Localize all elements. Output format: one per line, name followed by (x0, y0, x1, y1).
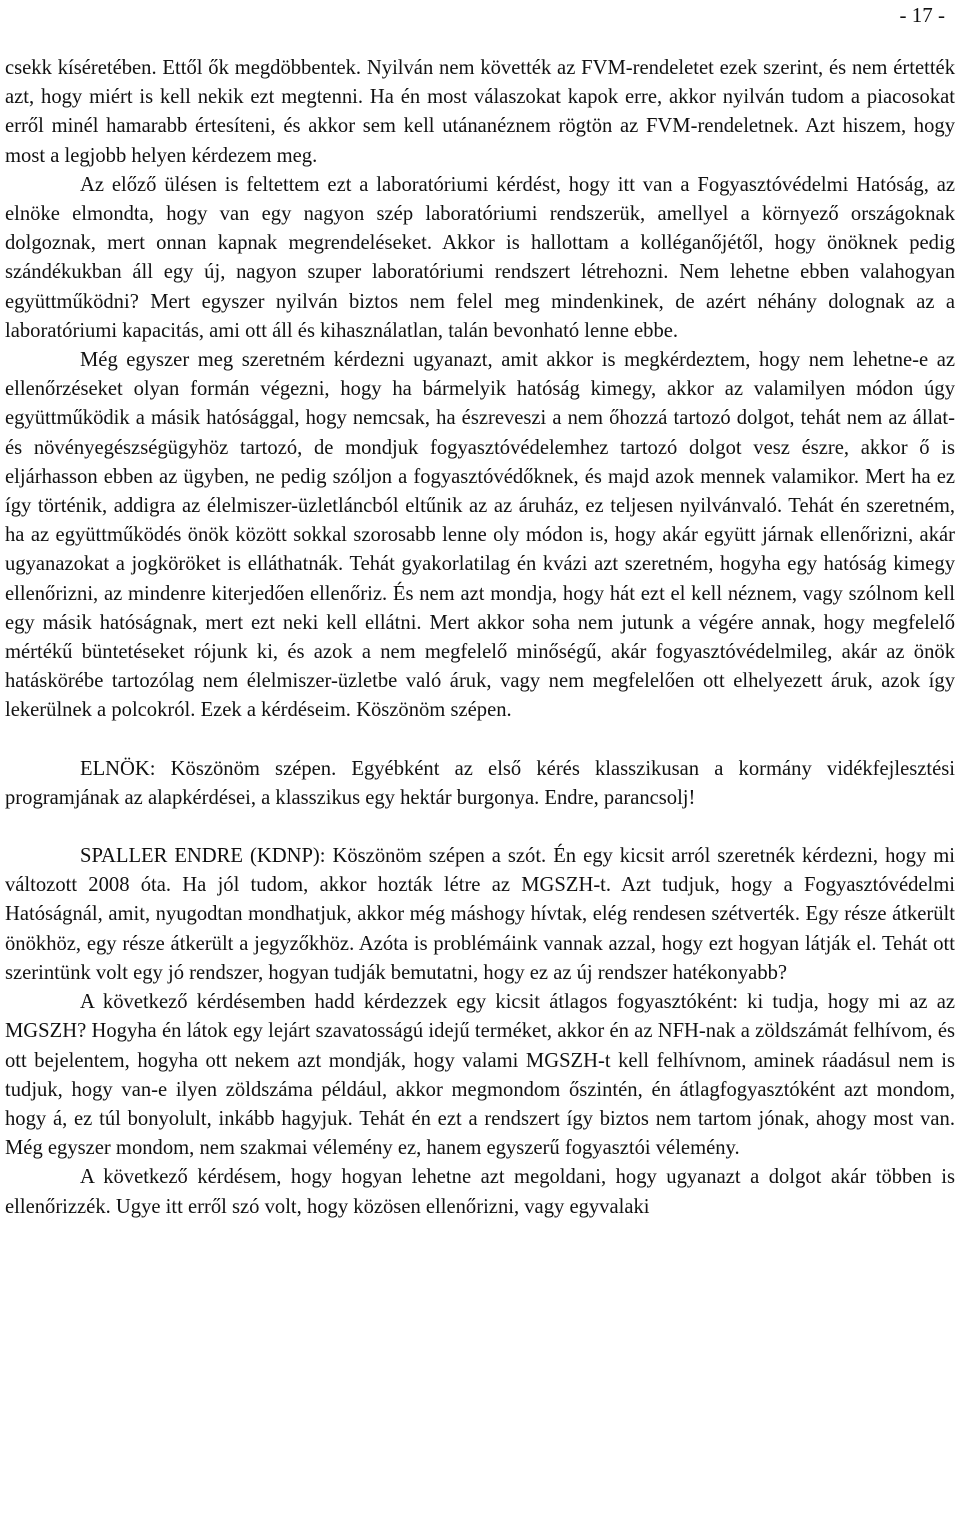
paragraph-laboratory-question: Az előző ülésen is feltettem ezt a laboratóriumi kérdést, hogy itt van a Fogyasztóvédelmi Hatóság, az elnöke elmondta, hogy van egy nagyon szép laboratóriumi rendszerük, amellyel a környező országoknak dolgoznak, mert onnan kapnak megrendeléseket. Akkor is hallottam a kolléganőjétől, hogy önöknek pedig szándékukban áll egy új, nagyon szuper laboratóriumi rendszert létrehozni. Nem lehetne ebben valahogyan együttműködni? Mert egyszer nyilván biztos nem felel meg mindenkinek, de azért néhány dolognak az a laboratóriumi kapacitás, ami ott áll és kihasználatlan, talán bevonható lenne ebbe. (5, 173, 955, 342)
paragraph-continuation: csekk kíséretében. Ettől ők megdöbbentek. Nyilván nem követték az FVM-rendeletet ezek szerint, és nem értették azt, hogy miért is kell nekik ezt megtenni. Ha én most válaszokat kapok erre, akkor nyilván tudom a piacosokat erről minél hamarabb értesíteni, és akkor sem kell utánanéznem rögtön az FVM-rendeletnek. Azt hiszem, hogy most a legjobb helyen kérdezem meg. (5, 57, 955, 167)
paragraph-next-question: A következő kérdésem, hogy hogyan lehetne azt megoldani, hogy ugyanazt a dolgot akár többen is ellenőrizzék. Ugye itt erről szó volt, hogy közösen ellenőrizni, vagy egyvalaki (5, 1166, 955, 1218)
paragraph-chair-remark: ELNÖK: Köszönöm szépen. Egyébként az első kérés klasszikusan a kormány vidékfejlesztési programjának az alapkérdései, a klasszikus egy hektár burgonya. Endre, parancsolj! (5, 757, 955, 809)
document-page (5, 0, 955, 1222)
paragraph-mgszh-question: A következő kérdésemben hadd kérdezzek egy kicsit átlagos fogyasztóként: ki tudja, hogy mi az az MGSZH? Hogyha én látok egy lejárt szavatosságú idejű terméket, akkor én az NFH-nak a zöldszámát felhívom, és ott bejelentem, hogyha ott nekem azt mondják, hogy valami MGSZH-t kell felhívnom, aminek ráadásul nem is tudjuk, hogy van-e ilyen zöldszáma például, akkor megmondom őszintén, én átlagfogyasztóként azt mondom, hogy á, ez túl bonyolult, inkább hagyjuk. Tehát én ezt a rendszert így biztos nem tartom jónak, ahogy most van. Még egyszer mondom, nem szakmai vélemény ez, hanem egyszerű fogyasztói vélemény. (5, 991, 955, 1160)
paragraph-inspection-cooperation: Még egyszer meg szeretném kérdezni ugyanazt, amit akkor is megkérdeztem, hogy nem lehetne-e az ellenőrzéseket olyan formán végezni, hogy ha bármelyik hatóság kimegy, akkor az valamilyen módon úgy együttműködik a másik hatósággal, hogy nemcsak, ha észreveszi a nem őhozzá tartozó dolgot, tehát nem az állat- és növényegészségügyhöz tartozó, de mondjuk fogyasztóvédelemhez tartozó dolgot vesz észre, akkor ő is eljárhasson ebben az ügyben, ne pedig szóljon a fogyasztóvédőknek, és majd azok mennek valamikor. Mert ha ez így történik, addigra az élelmiszer-üzletláncból eltűnik az az áruház, ez teljesen nyilvánvaló. Tehát én szeretném, ha az együttműködés önök között sokkal szorosabb lenne oly módon is, hogy akár együtt járnak ellenőrizni, akár ugyanazokat a jogköröket is elláthatnák. Tehát gyakorlatilag én kvázi azt szeretném, hogyha egy hatóság kimegy ellenőrizni, az mindenre kiterjedően ellenőriz. És nem azt mondja, hogy hát ezt el kell néznem, vagy szólnom kell egy másik hatóságnak, mert ezt neki kell ellátni. Mert akkor soha nem jutunk a végére annak, hogy megfelelő mértékű büntetéseket rójunk ki, és azok a nem megfelelő minőségű, akár fogyasztóvédelmileg, akár az önök hatáskörébe tartozólag nem élelmiszer-üzletbe való áruk, vagy nem megfelelően ott elhelyezett áruk, azok így lekerülnek a polcokról. Ezek a kérdéseim. Köszönöm szépen. (5, 349, 955, 722)
paragraph-spaller-question: SPALLER ENDRE (KDNP): Köszönöm szépen a szót. Én egy kicsit arról szeretnék kérdezni, hogy mi változott 2008 óta. Ha jól tudom, akkor hozták létre az MGSZH-t. Azt tudjuk, hogy a Fogyasztóvédelmi Hatóságnál, amit, nyugodtan mondhatjuk, akkor még máshogy hívtak, elég rendesen szétverték. Egy része átkerült önökhöz, egy része átkerült a jegyzőkhöz. Azóta is problémáink vannak azzal, hogy ezt hogyan látják el. Tehát ott szerintünk volt egy jó rendszer, hogyan tudják bemutatni, hogy ez az új rendszer hatékonyabb? (5, 845, 955, 984)
page-number: - 17 - (899, 3, 945, 27)
